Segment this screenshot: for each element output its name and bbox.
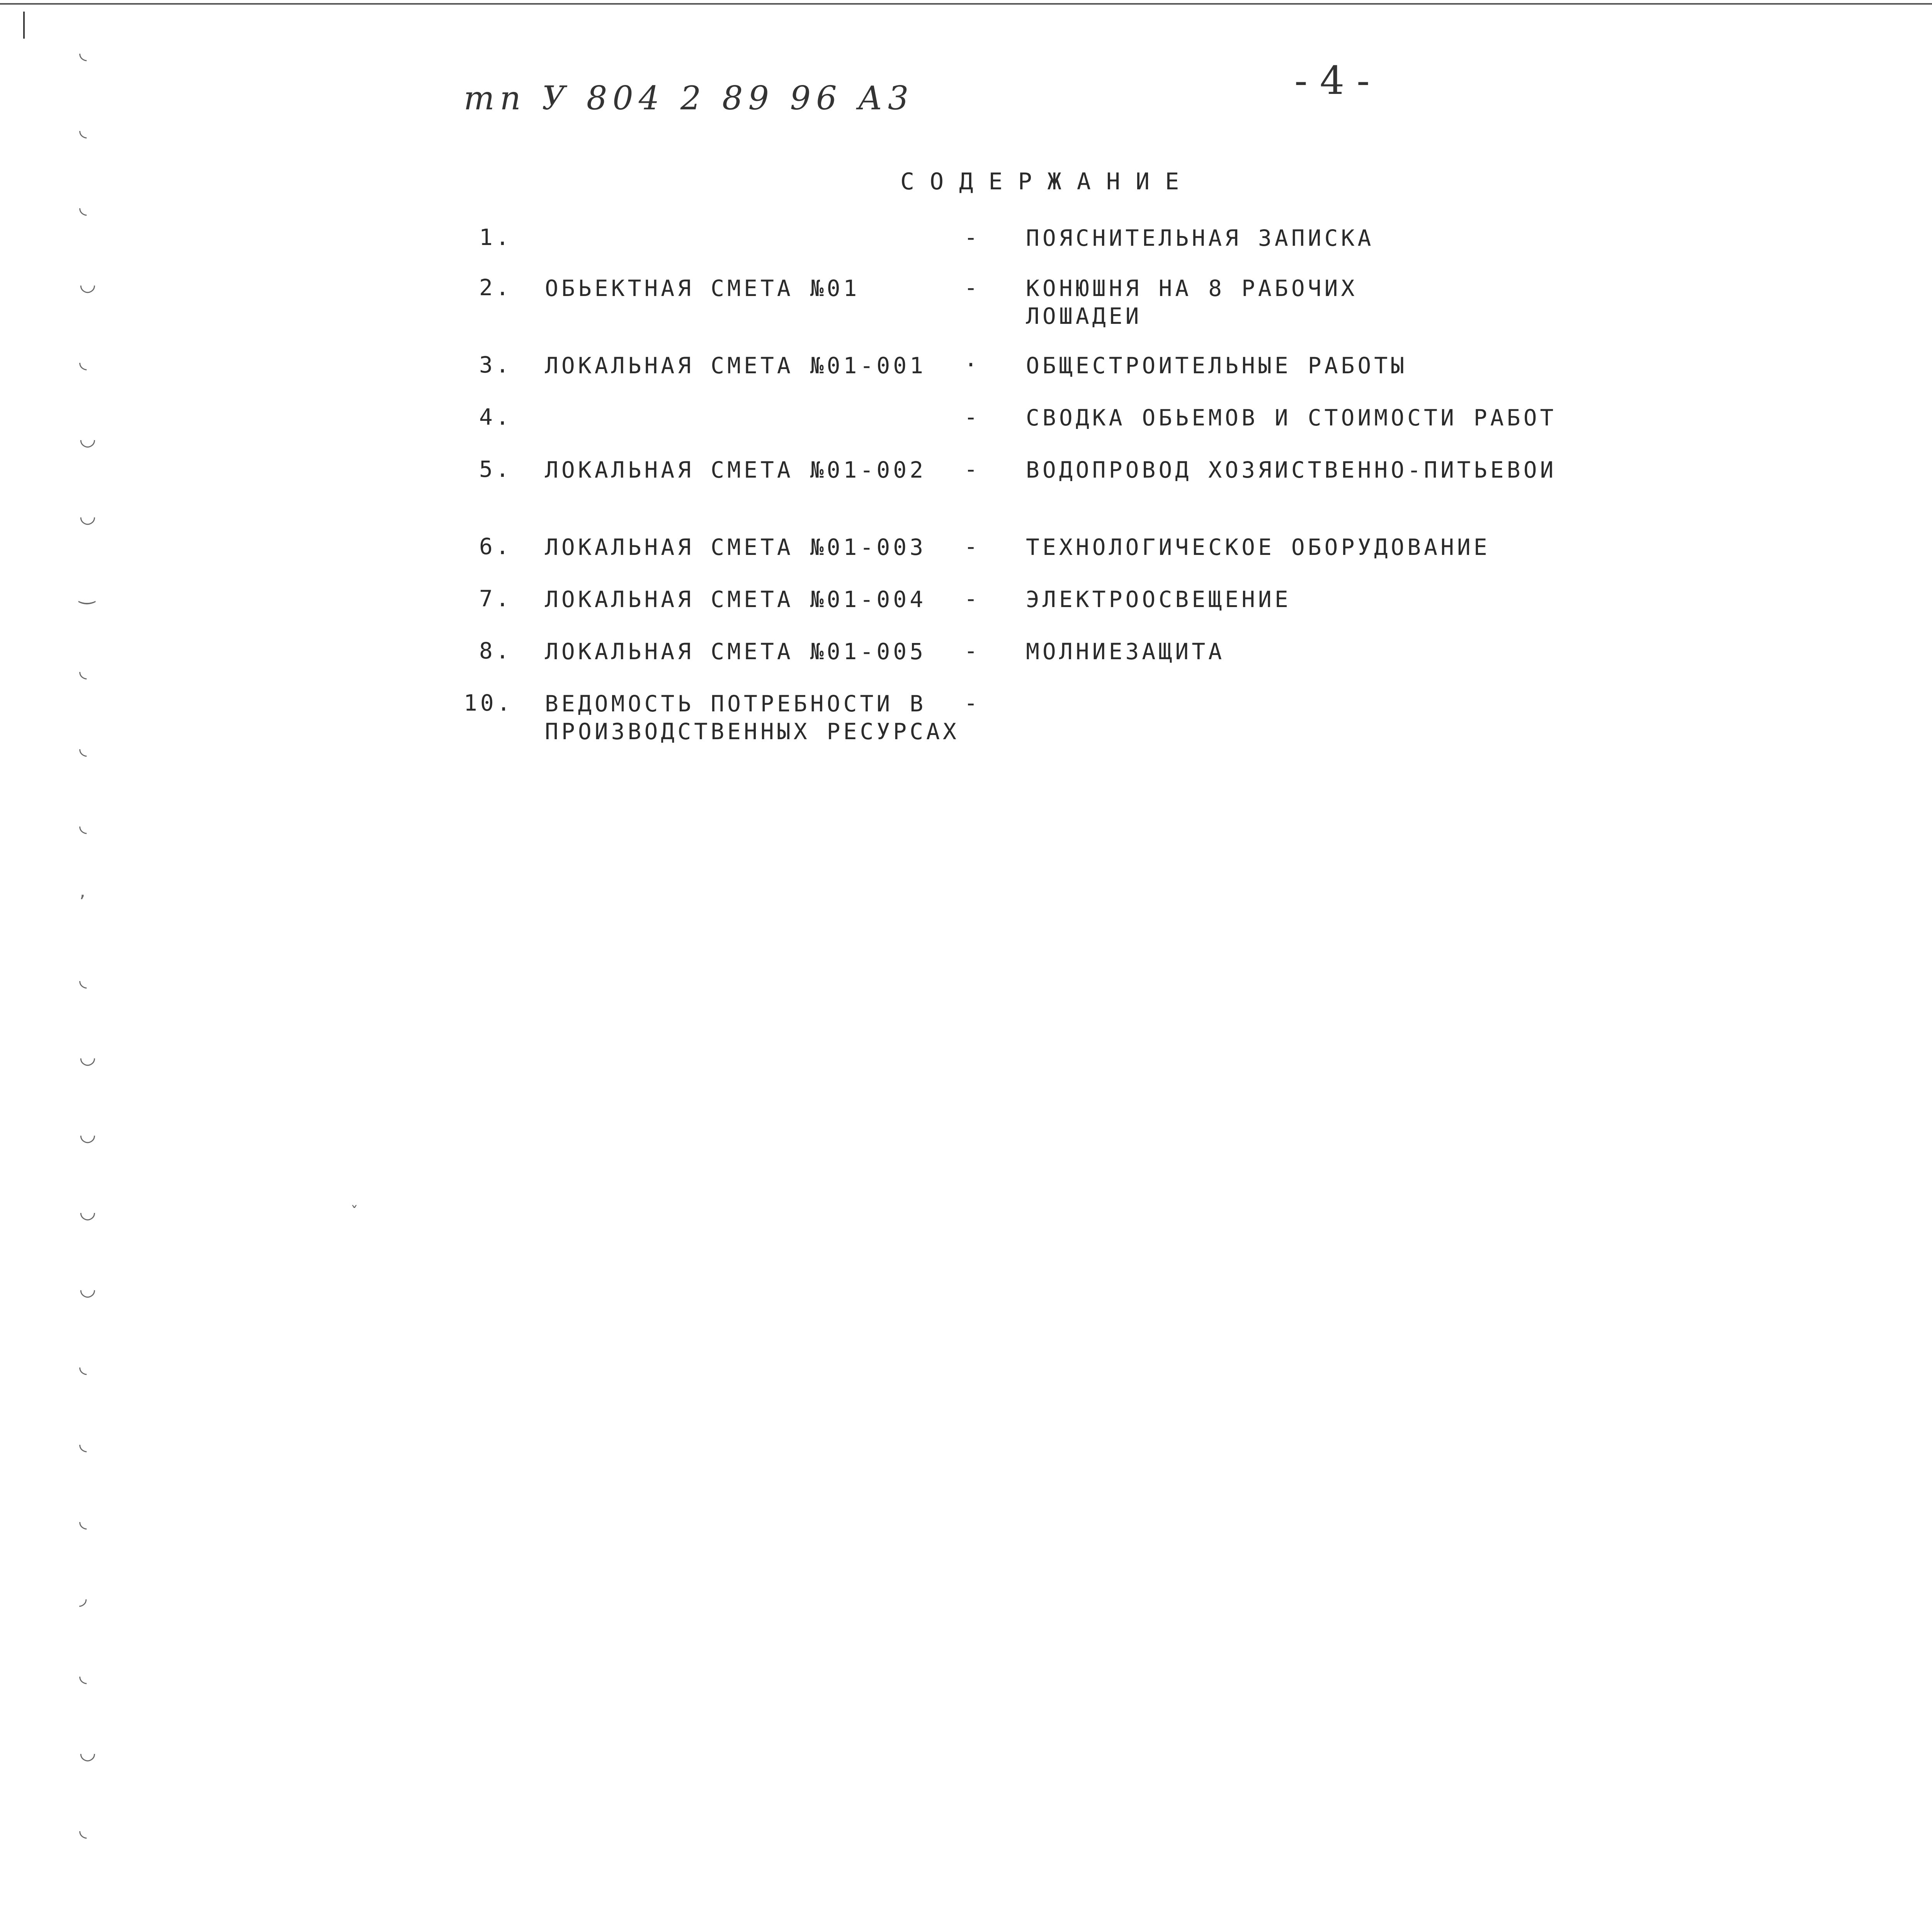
toc-row <box>0 274 1932 336</box>
page-top-border <box>0 3 1932 5</box>
row-separator: - <box>964 274 978 301</box>
perforation-mark: ◟ <box>79 1818 87 1841</box>
row-number: 3. <box>479 352 512 378</box>
row-number: 10. <box>464 690 514 716</box>
perforation-mark: ◟ <box>79 41 87 63</box>
row-separator: - <box>964 585 978 612</box>
row-description: МОЛНИЕЗАЩИТА <box>1026 638 1225 665</box>
row-number: 5. <box>479 456 512 482</box>
perforation-mark: ◟ <box>79 1355 87 1377</box>
row-description: ТЕХНОЛОГИЧЕСКОЕ ОБОРУДОВАНИЕ <box>1026 534 1490 560</box>
perforation-mark: ◞ <box>79 1587 87 1609</box>
perforation-mark: ‿ <box>79 582 95 604</box>
perforation-mark: ◡ <box>79 505 96 527</box>
row-number: 1. <box>479 224 512 250</box>
perforation-mark: ◟ <box>79 350 87 373</box>
row-item: ЛОКАЛЬНАЯ СМЕТА №01-001 <box>545 352 927 379</box>
row-number: 4. <box>479 404 512 430</box>
toc-row <box>0 690 1932 752</box>
row-separator: - <box>964 456 978 482</box>
row-description: ВОДОПРОВОД ХОЗЯИСТВЕННО-ПИТЬЕВОИ <box>1026 457 1557 483</box>
page-number: - 4 - <box>1294 58 1370 103</box>
row-separator: - <box>964 638 978 664</box>
perforation-mark: ◡ <box>79 1277 96 1300</box>
toc-title: СОДЕРЖАНИЕ <box>900 168 1195 195</box>
row-separator: - <box>964 404 978 430</box>
perforation-mark: ◟ <box>79 659 87 682</box>
row-description: ЭЛЕКТРООСВЕЩЕНИЕ <box>1026 586 1291 612</box>
perforation-mark: ◟ <box>79 1432 87 1454</box>
document-code: тп У 804 2 89 96 А3 <box>464 79 914 117</box>
row-item: ЛОКАЛЬНАЯ СМЕТА №01-003 <box>545 534 927 560</box>
row-description: СВОДКА ОБЬЕМОВ И СТОИМОСТИ РАБОТ <box>1026 405 1557 431</box>
row-description: КОНЮШНЯ НА 8 РАБОЧИХ ЛОШАДЕИ <box>1026 275 1358 329</box>
scan-mark: ˇ <box>350 1204 359 1221</box>
perforation-mark: ◟ <box>79 737 87 759</box>
row-separator: - <box>964 224 978 250</box>
perforation-mark: ◟ <box>79 968 87 991</box>
perforation-mark: ◡ <box>79 1046 96 1068</box>
perforation-mark: ◟ <box>79 1509 87 1532</box>
perforation-mark: ◡ <box>79 273 96 295</box>
row-item: ЛОКАЛЬНАЯ СМЕТА №01-002 <box>545 457 927 483</box>
perforation-mark: ◟ <box>79 196 87 218</box>
row-number: 8. <box>479 638 512 664</box>
row-description: ПОЯСНИТЕЛЬНАЯ ЗАПИСКА <box>1026 225 1374 251</box>
perforation-mark: ◡ <box>79 1123 96 1145</box>
row-item: ОБЬЕКТНАЯ СМЕТА №01 <box>545 275 860 301</box>
row-separator: - <box>964 533 978 560</box>
perforation-mark: ◟ <box>79 1664 87 1686</box>
row-separator: - <box>964 690 978 716</box>
perforation-mark: ◡ <box>79 1741 96 1764</box>
row-description: ОБЩЕСТРОИТЕЛЬНЫЕ РАБОТЫ <box>1026 352 1408 379</box>
perforation-mark: ◡ <box>79 427 96 450</box>
perforation-mark: ◟ <box>79 814 87 836</box>
row-number: 7. <box>479 585 512 612</box>
perforation-mark: ◡ <box>79 1200 96 1223</box>
row-separator: · <box>964 352 978 378</box>
perforation-mark: ◟ <box>79 118 87 141</box>
row-item: ВЕДОМОСТЬ ПОТРЕБНОСТИ В ПРОИЗВОДСТВЕННЫХ РЕСУРСАХ <box>545 691 959 745</box>
row-item: ЛОКАЛЬНАЯ СМЕТА №01-005 <box>545 638 927 665</box>
toc-row <box>0 456 1932 518</box>
row-number: 6. <box>479 533 512 560</box>
row-item: ЛОКАЛЬНАЯ СМЕТА №01-004 <box>545 586 927 612</box>
perforation-mark: ʼ <box>79 891 85 913</box>
row-number: 2. <box>479 274 512 301</box>
left-margin-mark <box>23 12 25 39</box>
